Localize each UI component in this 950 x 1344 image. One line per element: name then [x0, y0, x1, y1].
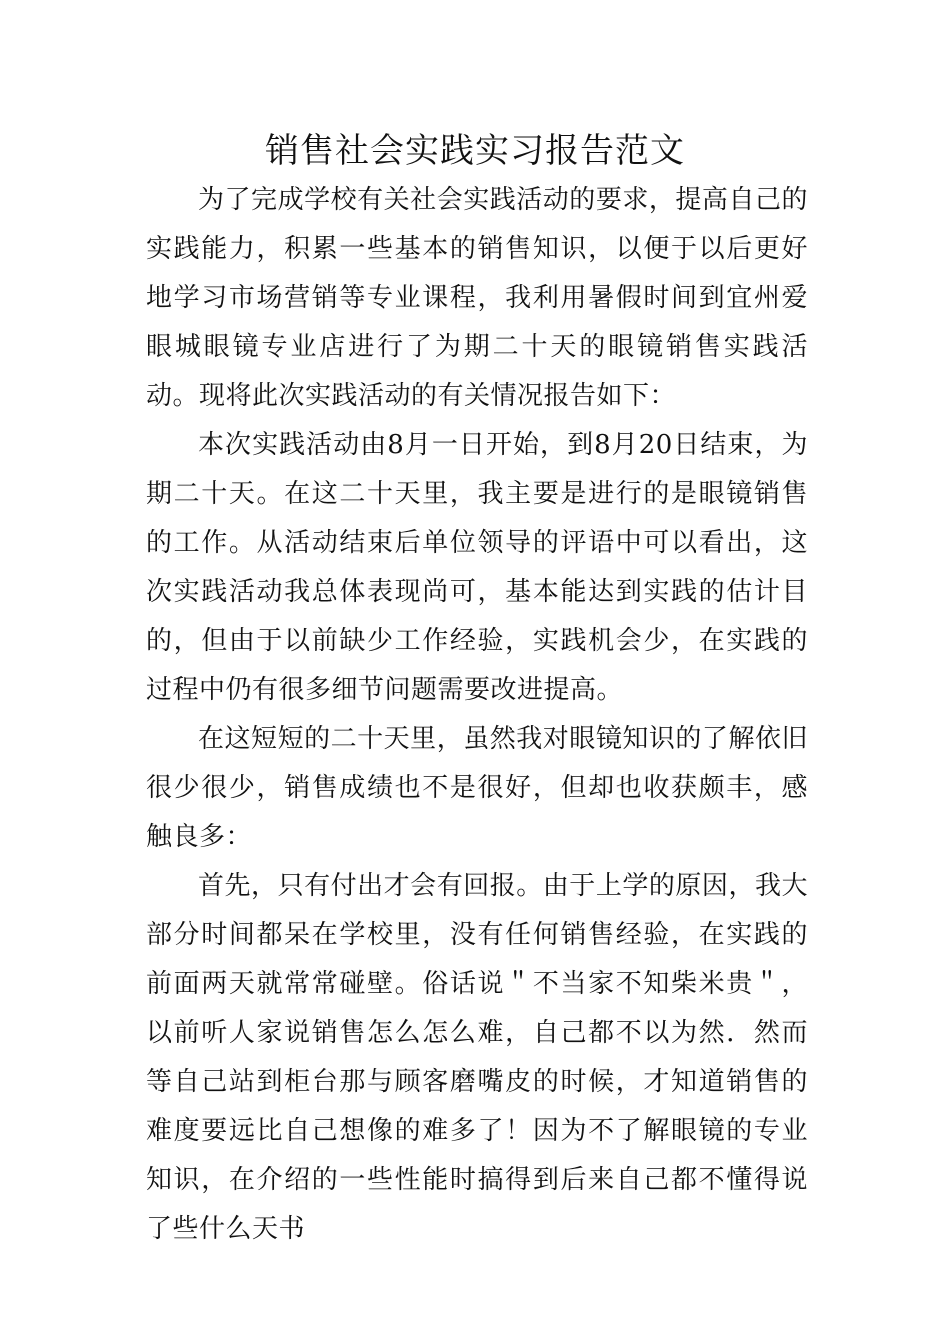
document-title: 销售社会实践实习报告范文: [265, 131, 685, 171]
paragraph-4: 首先，只有付出才会有回报。由于上学的原因，我大部分时间都呆在学校里，没有任何销售经验，在实践的前面两天就常常碰壁。俗话说＂不当家不知柴米贵＂，以前听人家说销售怎么怎么难，自己都不以为然．然而等自己站到柜台那与顾客磨嘴皮的时候，才知道销售的难度要远比自己想像的难多了！因为不了解眼镜的专业知识，在介绍的一些性能时搞得到后来自己都不懂得说了些什么天书: [146, 871, 808, 1244]
paragraph-1: 为了完成学校有关社会实践活动的要求，提高自己的实践能力，积累一些基本的销售知识，以便于以后更好地学习市场营销等专业课程，我利用暑假时间到宜州爱眼城眼镜专业店进行了为期二十天的眼镜销售实践活动。现将此次实践活动的有关情况报告如下：: [146, 185, 808, 411]
paragraph-3: 在这短短的二十天里，虽然我对眼镜知识的了解依旧很少很少，销售成绩也不是很好，但却也收获颇丰，感触良多：: [146, 724, 808, 852]
paragraph-2: 本次实践活动由8月一日开始，到8月20日结束，为期二十天。在这二十天里，我主要是进行的是眼镜销售的工作。从活动结束后单位领导的评语中可以看出，这次实践活动我总体表现尚可，基本能达到实践的估计目的，但由于以前缺少工作经验，实践机会少，在实践的过程中仍有很多细节问题需要改进提高。: [146, 430, 808, 705]
document-body: [146, 176, 808, 1254]
